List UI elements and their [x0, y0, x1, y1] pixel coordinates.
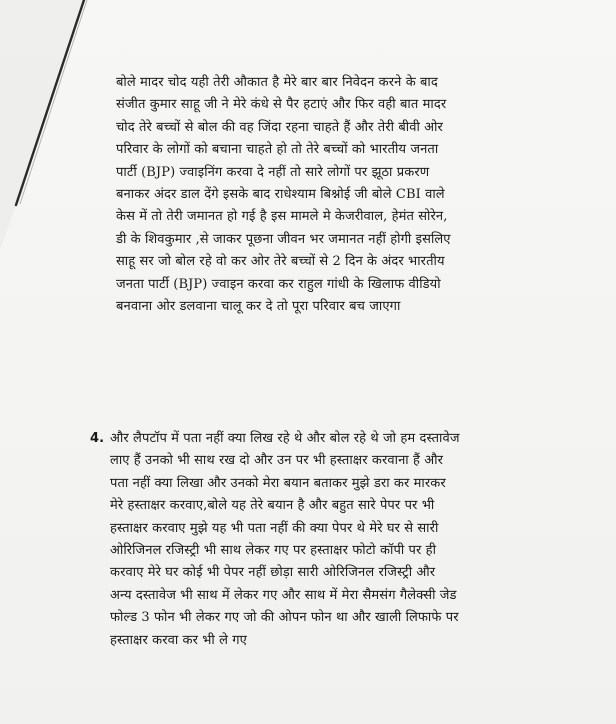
paragraph-1-line: बोले मादर चोद यही तेरी औकात है मेरे बार बार निवेदन करने के बाद [116, 75, 438, 90]
paragraph-4-line: मेरे हस्ताक्षर करवाए,बोले यह तेरे बयान है और बहुत सारे पेपर पर भी [110, 498, 435, 514]
paragraph-4-line: फोल्ड 3 फोन भी लेकर गए जो की ओपन फोन था और खाली लिफाफे पर [110, 610, 459, 626]
paragraph-1-line: पार्टी (BJP) ज्वाइनिंग करवा दे नहीं तो सारे लोगों पर झूठा प्रकरण [116, 164, 430, 180]
paragraph-4-line: ओरिजिनल रजिस्ट्री भी साथ लेकर गए पर हस्ताक्षर फोटो कॉपी पर ही [110, 543, 437, 559]
paragraph-1-line: जनता पार्टी (BJP) ज्वाइन करवा कर राहुल गांधी के खिलाफ वीडियो [116, 276, 441, 292]
paragraph-1-line: केस में तो तेरी जमानत हो गई है इस मामले मे केजरीवाल, हेमंत सोरेन, [116, 209, 448, 225]
paragraph-4-line: हस्ताक्षर करवा कर भी ले गए [110, 632, 247, 648]
paragraph-1-line: डी के शिवकुमार ,से जाकर पूछना जीवन भर जमानत नहीं होगी इसलिए [116, 231, 451, 247]
paragraph-1-line: बनाकर अंदर डाल देंगे इसके बाद राधेश्याम बिश्नोई जी बोले CBI वाले [116, 187, 445, 203]
paragraph-4 [90, 428, 590, 652]
paragraph-1-line: बनवाना ओर डलवाना चालू कर दे तो पूरा परिवार बच जाएगा [116, 299, 401, 315]
paragraph-1-line: संजीत कुमार साहू जी ने मेरे कंधे से पैर हटाएं और फिर वही बात मादर [116, 97, 447, 113]
paragraph-4-line: लाए हैं उनको भी साथ रख दो और उन पर भी हस्ताक्षर करवाना हैं और [110, 453, 444, 469]
paragraph-4-line: हस्ताक्षर करवाए मुझे यह भी पता नहीं की क्या पेपर थे मेरे घर से सारी [110, 520, 439, 536]
paragraph-number: 4. [90, 431, 105, 446]
paragraph-1-line: साहू सर जो बोल रहे वो कर ओर तेरे बच्चों से 2 दिन के अंदर भारतीय [116, 254, 445, 270]
paragraph-4-line: अन्य दस्तावेज भी साथ में लेकर गए और साथ में मेरा सैमसंग गैलेक्सी जेड [110, 587, 457, 603]
paragraph-1 [116, 72, 586, 318]
paragraph-1-line: परिवार के लोगों को बचाना चाहते हो तो तेरे बच्चों को भारतीय जनता [116, 142, 439, 158]
paragraph-4-line: और लैपटॉप में पता नहीं क्या लिख रहे थे और बोल रहे थे जो हम दस्तावेज [110, 431, 460, 446]
paragraph-4-line: करवाए मेरे घर कोई भी पेपर नहीं छोड़ा सारी ओरिजिनल रजिस्ट्री और [110, 565, 436, 581]
paragraph-4-line: पता नहीं क्या लिखा और उनको मेरा बयान बताकर मुझे डरा कर मारकर [110, 475, 446, 491]
paragraph-1-line: चोद तेरे बच्चों से बोल की वह जिंदा रहना चाहते हैं और तेरी बीवी ओर [116, 119, 443, 135]
